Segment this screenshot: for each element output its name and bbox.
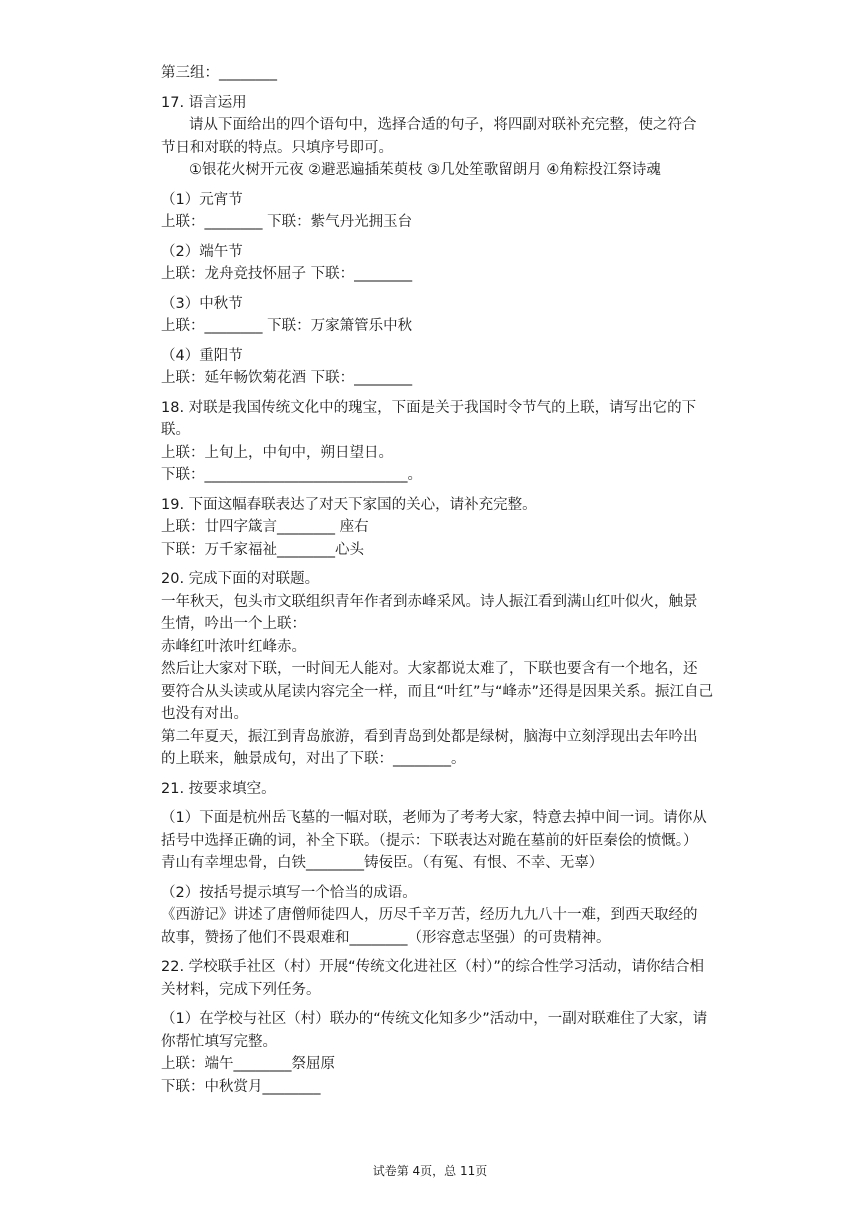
couplet-line: 上联：________ 下联：万家箫管乐中秋 [161,318,413,334]
question-21-part1: 青山有幸埋忠骨，白铁________铸佞臣。（有冤、有恨、不幸、无辜） [161,855,604,871]
question-18-title: 18. 对联是我国传统文化中的瑰宝，下面是关于我国时令节气的上联，请写出它的下 [161,399,697,416]
question-22-part1: （1）在学校与社区（村）联办的“传统文化知多少”活动中，一副对联难住了大家，请 [161,1011,708,1027]
question-17-title: 17. 语言运用 [161,94,247,111]
question-17-text: 节日和对联的特点。只填序号即可。 [161,139,393,156]
question-21-part2: 《西游记》讲述了唐僧师徒四人，历尽千辛万苦，经历九九八十一难，到西天取经的 [161,907,698,923]
sub-item-label: （2）端午节 [161,243,243,260]
page-footer: 试卷第 4页，总 11页 [372,1164,488,1178]
question-17-text: 请从下面给出的四个语句中，选择合适的句子，将四副对联补充完整，使之符合 [189,117,697,133]
question-21-title: 21. 按要求填空。 [161,780,276,797]
couplet-line: 下联：中秋赏月________ [161,1078,321,1095]
question-17-options: ①银花火树开元夜 ②避恶遍插茱萸枝 ③几处笙歌留朗月 ④角粽投江祭诗魂 [189,162,661,178]
question-20-text: 也没有对出。 [161,706,248,722]
question-20-text: 的上联来，触景成句，对出了下联：________。 [161,751,466,767]
couplet-line: 下联：____________________________。 [161,467,422,483]
couplet-line: 上联：________ 下联：紫气丹光拥玉台 [161,214,413,230]
couplet-line: 上联：龙舟竞技怀屈子 下联：________ [161,266,413,282]
question-21-part2: （2）按括号提示填写一个恰当的成语。 [161,884,417,901]
question-19-title: 19. 下面这幅春联表达了对天下家国的关心，请补充完整。 [161,496,537,513]
sub-item-label: （3）中秋节 [161,295,243,312]
question-20-text: 一年秋天，包头市文联组织青年作者到赤峰采风。诗人振江看到满山红叶似火，触景 [161,593,698,610]
question-20-text: 生情，吟出一个上联： [161,616,306,632]
couplet-line: 上联：廿四字箴言________ 座右 [161,519,369,535]
question-21-part2: 故事，赞扬了他们不畏艰难和________（形容意志坚强）的可贵精神。 [161,929,611,946]
question-22-text: 关材料，完成下列任务。 [161,981,321,998]
question-21-part1: （1）下面是杭州岳飞墓的一幅对联，老师为了考考大家，特意去掉中间一词。请你从 [161,810,707,826]
question-18-text: 联。 [161,422,190,438]
couplet-line: 上联：上旬上，中旬中，朔日望日。 [161,444,393,461]
question-21-part1: 括号中选择正确的词，补全下联。（提示：下联表达对跪在墓前的奸臣秦侩的愤慨。） [161,832,698,849]
line-group3: 第三组：________ [161,65,277,81]
question-22-title: 22. 学校联手社区（村）开展“传统文化进社区（村）”的综合性学习活动，请你结合相 [161,959,704,975]
question-20-text: 要符合从头读或从尾读内容完全一样，而且“叶红”与“峰赤”还得是因果关系。振江自己 [161,683,714,700]
question-20-text: 赤峰红叶浓叶红峰赤。 [161,638,306,655]
question-22-part1: 你帮忙填写完整。 [161,1033,277,1050]
question-20-title: 20. 完成下面的对联题。 [161,571,320,587]
sub-item-label: （4）重阳节 [161,347,243,364]
couplet-line: 下联：万千家福祉________心头 [161,541,364,558]
sub-item-label: （1）元宵节 [161,191,243,208]
couplet-line: 上联：端午________祭屈原 [161,1056,335,1072]
question-20-text: 第二年夏天，振江到青岛旅游，看到青岛到处都是绿树，脑海中立刻浮现出去年吟出 [161,728,698,745]
couplet-line: 上联：延年畅饮菊花酒 下联：________ [161,370,413,386]
question-20-text: 然后让大家对下联，一时间无人能对。大家都说太难了，下联也要含有一个地名，还 [161,661,698,677]
document-page [161,62,731,1098]
